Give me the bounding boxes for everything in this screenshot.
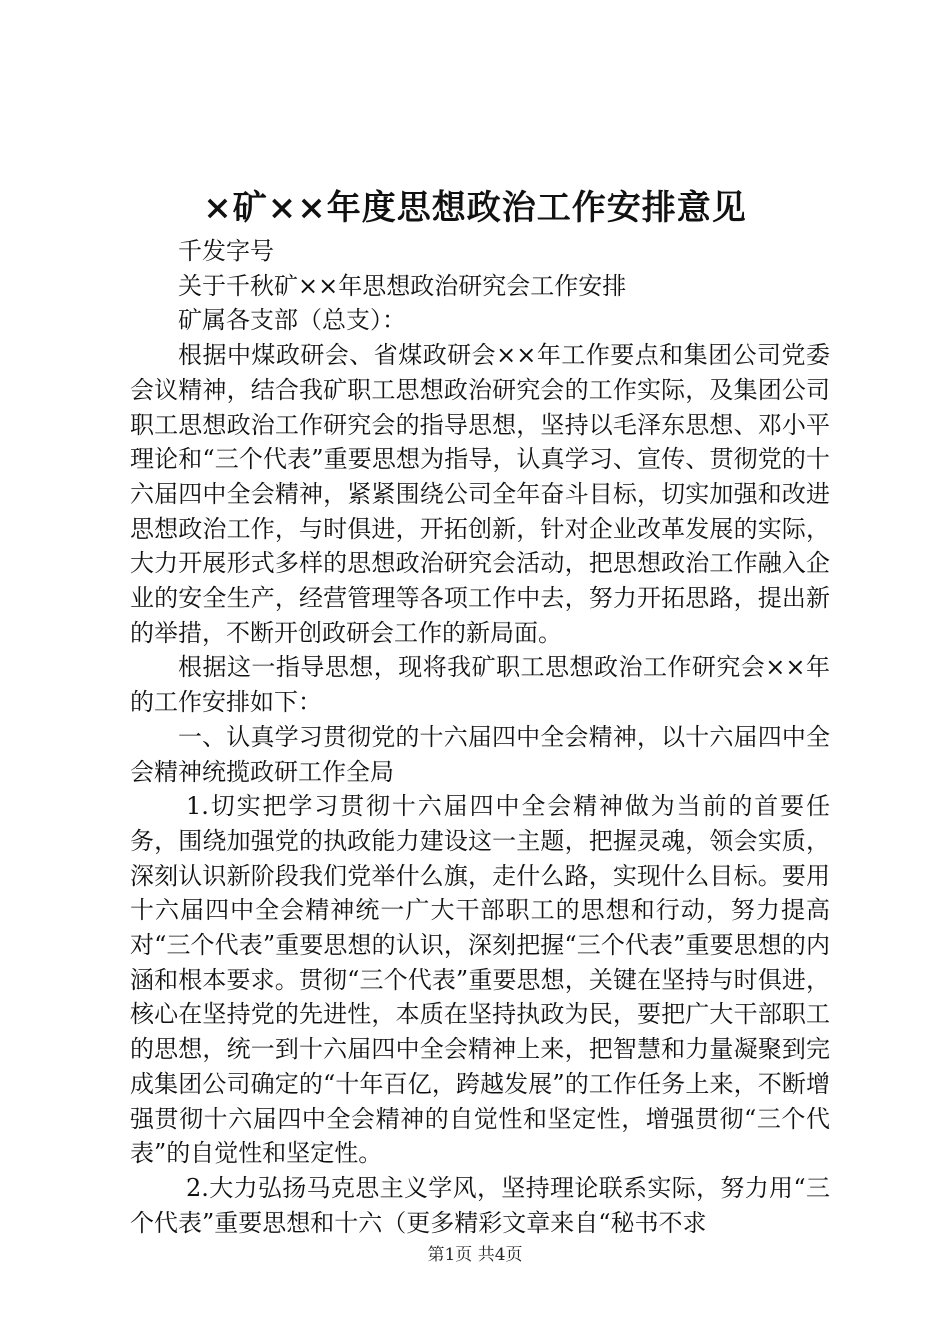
body-paragraph: 根据中煤政研会、省煤政研会××年工作要点和集团公司党委会议精神，结合我矿职工思想政治研究会的工作实际，及集团公司职工思想政治工作研究会的指导思想，坚持以毛泽东思想、邓小平理论和“三个代表”重要思想为指导，认真学习、宣传、贯彻党的十六届四中全会精神，紧紧围绕公司全年奋斗目标，切实加强和改进思想政治工作，与时俱进，开拓创新，针对企业改革发展的实际，大力开展形式多样的思想政治研究会活动，把思想政治工作融入企业的安全生产，经营管理等各项工作中去，努力开拓思路，提出新的举措，不断开创政研会工作的新局面。 <box>130 341 830 647</box>
section-heading: 一、认真学习贯彻党的十六届四中全会精神，以十六届四中全会精神统揽政研工作全局 <box>130 722 830 786</box>
list-item: 1.切实把学习贯彻十六届四中全会精神做为当前的首要任务，围绕加强党的执政能力建设这一主题，把握灵魂，领会实质，深刻认识新阶段我们党举什么旗，走什么路，实现什么目标。要用十六届四中全会精神统一广大干部职工的思想和行动，努力提高对“三个代表”重要思想的认识，深刻把握“三个代表”重要思想的内涵和根本要求。贯彻“三个代表”重要思想，关键在坚持与时俱进，核心在坚持党的先进性，本质在坚持执政为民，要把广大干部职工的思想，统一到十六届四中全会精神上来，把智慧和力量凝聚到完成集团公司确定的“十年百亿，跨越发展”的工作任务上来，不断增强贯彻十六届四中全会精神的自觉性和坚定性，增强贯彻“三个代表”的自觉性和坚定性。 <box>130 792 830 1168</box>
page-footer: 第1页 共4页 <box>427 1245 523 1265</box>
body-paragraph: 根据这一指导思想，现将我矿职工思想政治工作研究会××年的工作安排如下： <box>130 653 830 717</box>
doc-subject: 关于千秋矿××年思想政治研究会工作安排 <box>178 271 627 300</box>
document-title: ×矿××年度思想政治工作安排意见 <box>203 188 747 228</box>
document-body <box>130 234 830 1240</box>
doc-recipient: 矿属各支部（总支）： <box>178 306 406 335</box>
list-item: 2.大力弘扬马克思主义学风，坚持理论联系实际，努力用“三个代表”重要思想和十六（更多精彩文章来自“秘书不求 <box>130 1173 830 1237</box>
doc-number: 千发字号 <box>178 237 274 265</box>
